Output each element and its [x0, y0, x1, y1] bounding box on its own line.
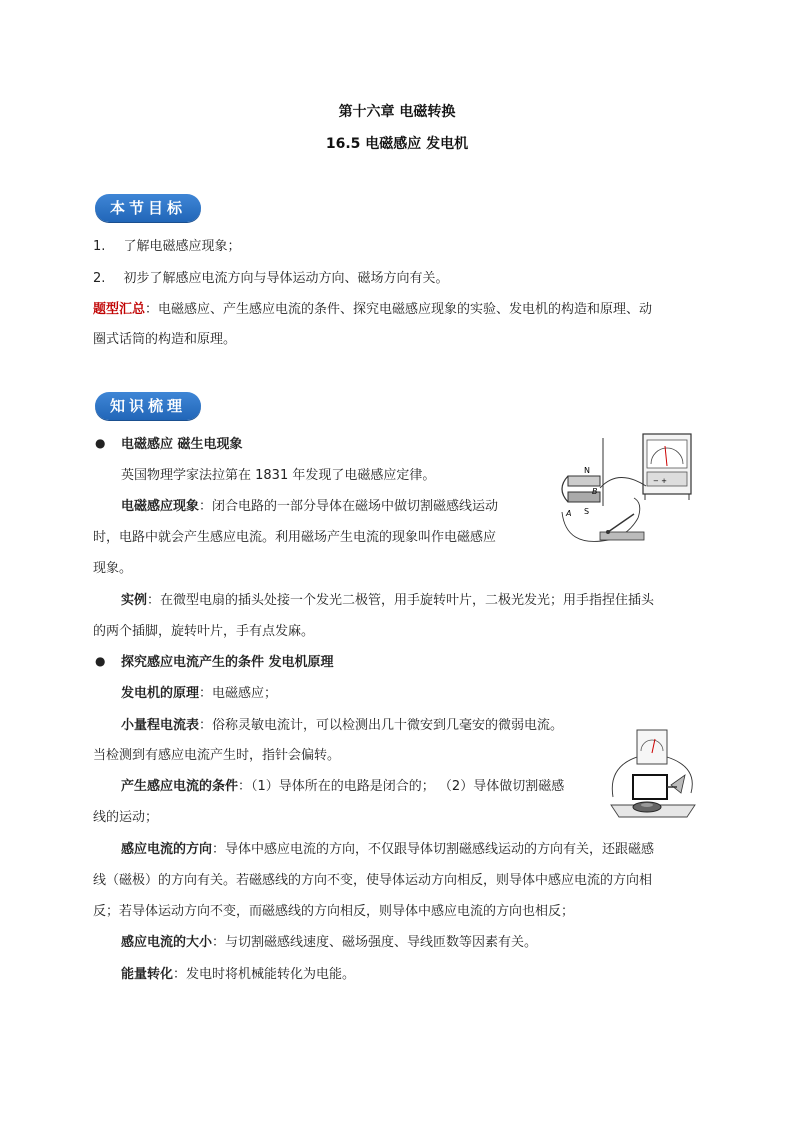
- s1-example-line1: [121, 592, 654, 610]
- s2-dir-label: 感应电流的方向: [121, 842, 213, 857]
- chapter-title: 第十六章 电磁转换: [338, 104, 456, 120]
- goals-badge: 本节目标: [95, 194, 201, 222]
- summary-line-1: [93, 301, 652, 319]
- s2-meter-line2: 当检测到有感应电流产生时，指针会偏转。: [93, 748, 341, 763]
- s1-heading: 电磁感应 磁生电现象: [121, 437, 243, 452]
- s2-heading: 探究感应电流产生的条件 发电机原理: [121, 655, 334, 670]
- bullet-icon: ●: [95, 654, 106, 668]
- s2-principle: [121, 685, 277, 703]
- s2-cond-line2: 线的运动；: [93, 810, 159, 825]
- horseshoe-magnet-icon: [562, 476, 568, 502]
- summary-text: ：电磁感应、产生感应电流的条件、探究电磁感应现象的实验、发电机的构造和原理、动: [145, 302, 653, 317]
- s2-size-line: [121, 934, 537, 952]
- goal-item-1: [93, 238, 241, 256]
- goal-text: 了解电磁感应现象；: [123, 239, 241, 254]
- section-title: 16.5 电磁感应 发电机: [325, 136, 469, 152]
- s2-cond-line1: [121, 778, 564, 796]
- induction-experiment-figure: [548, 428, 698, 558]
- s2-principle-label: 发电机的原理: [121, 686, 200, 701]
- crank-icon: [671, 775, 685, 793]
- summary-line-2: 圈式话筒的构造和原理。: [93, 332, 237, 347]
- label-n: N: [584, 466, 590, 475]
- summary-label: 题型汇总: [93, 302, 146, 317]
- s2-energy-text: ：发电时将机械能转化为电能。: [173, 967, 356, 982]
- generator-apparatus-figure: [603, 727, 703, 827]
- label-b: B: [592, 487, 598, 496]
- coil-frame-icon: [633, 775, 667, 799]
- s2-energy-line: [121, 966, 355, 984]
- s2-cond-label: 产生感应电流的条件: [121, 779, 239, 794]
- s1-def-line1: [121, 498, 498, 516]
- s2-energy-label: 能量转化: [121, 967, 174, 982]
- svg-text:− +: − +: [653, 477, 667, 485]
- goal-text: 初步了解感应电流方向与导体运动方向、磁场方向有关。: [123, 271, 449, 286]
- s1-def-label: 电磁感应现象: [121, 499, 200, 514]
- s1-example-text: ：在微型电扇的插头处接一个发光二极管，用手旋转叶片，二极光发光；用手指捏住插头: [147, 593, 655, 608]
- s2-dir-line2: 线（磁极）的方向有关。若磁感线的方向不变，使导体运动方向相反，则导体中感应电流的方向相: [93, 873, 653, 888]
- s1-example-label: 实例: [121, 593, 148, 608]
- s2-dir-line1: [121, 841, 654, 859]
- bullet-icon: ●: [95, 436, 106, 450]
- s1-def-text: ：闭合电路的一部分导体在磁场中做切割磁感线运动: [199, 499, 499, 514]
- s1-def-line2: 时，电路中就会产生感应电流。利用磁场产生电流的现象叫作电磁感应: [93, 530, 497, 545]
- goal-number: 1.: [93, 239, 106, 254]
- s2-meter-label: 小量程电流表: [121, 718, 200, 733]
- goal-item-2: [93, 270, 449, 288]
- s1-example-line2: 的两个插脚，旋转叶片，手有点发麻。: [93, 624, 315, 639]
- s2-dir-text: ：导体中感应电流的方向，不仅跟导体切割磁感线运动的方向有关，还跟磁感: [212, 842, 655, 857]
- s2-meter-line1: [121, 717, 563, 735]
- s2-size-text: ：与切割磁感线速度、磁场强度、导线匝数等因素有关。: [212, 935, 538, 950]
- s2-size-label: 感应电流的大小: [121, 935, 213, 950]
- label-a: A: [566, 509, 572, 518]
- s2-principle-text: ：电磁感应；: [199, 686, 278, 701]
- s2-meter-text: ：俗称灵敏电流计，可以检测出几十微安到几毫安的微弱电流。: [199, 718, 564, 733]
- s1-line1: 英国物理学家法拉第在 1831 年发现了电磁感应定律。: [121, 468, 436, 483]
- s2-dir-line3: 反；若导体运动方向不变，而磁感线的方向相反，则导体中感应电流的方向也相反；: [93, 904, 575, 919]
- s2-cond-text: ：（1）导体所在的电路是闭合的； （2）导体做切割磁感: [238, 779, 565, 794]
- goal-number: 2.: [93, 271, 106, 286]
- s1-def-line3: 现象。: [93, 561, 133, 576]
- label-s: S: [584, 507, 590, 516]
- knowledge-badge: 知识梳理: [95, 392, 201, 420]
